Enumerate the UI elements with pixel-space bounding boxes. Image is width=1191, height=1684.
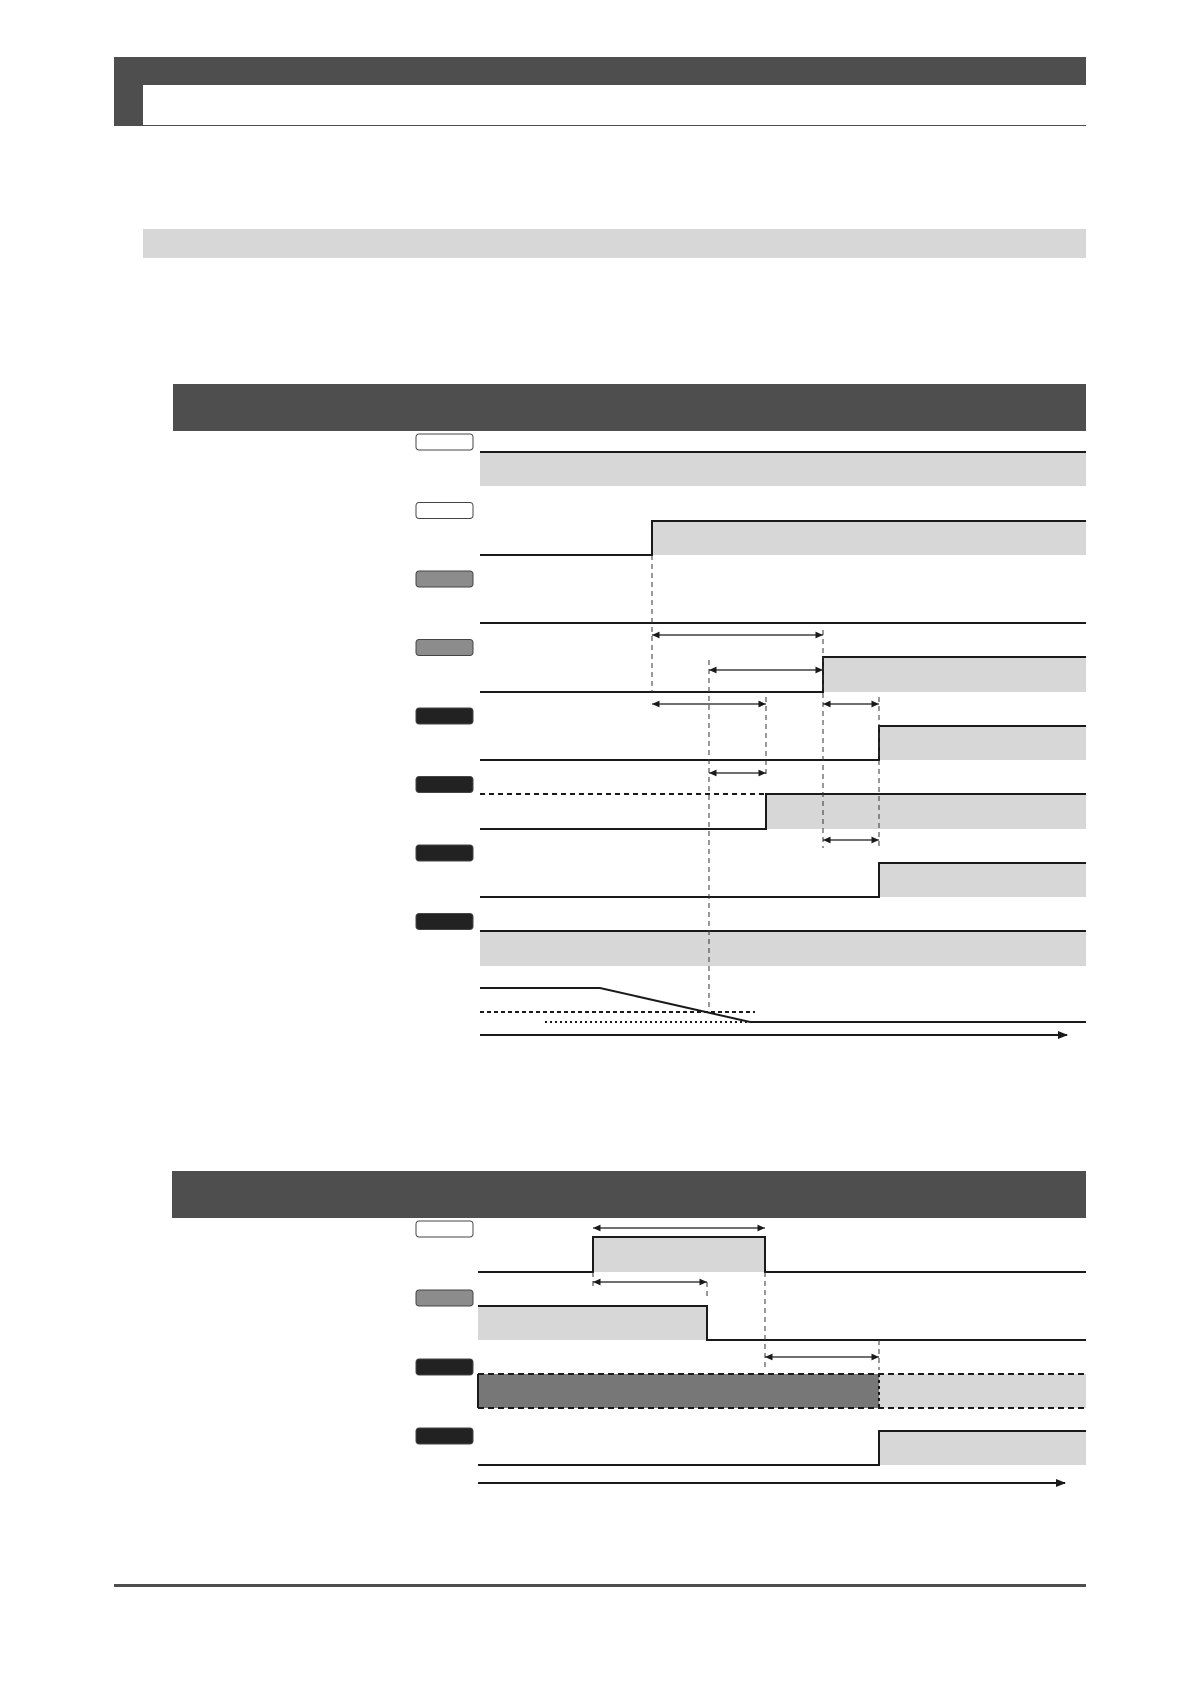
row1-high-band: [480, 452, 1086, 486]
d2-row1-waveform: [478, 1237, 1086, 1272]
footer-rule: [114, 1584, 1086, 1587]
row2-high-band: [652, 521, 1086, 555]
timing-diagram-2: [416, 1221, 1086, 1483]
d2-signal-tag-4: [416, 1428, 473, 1444]
d2-row1-pulse-band: [593, 1237, 765, 1272]
d2-signal-tag-3: [416, 1359, 473, 1375]
signal-tag-5: [416, 708, 473, 724]
d2-row2-high-band: [478, 1306, 707, 1340]
row8-high-band: [480, 931, 1086, 966]
analog-ramp-waveform: [480, 988, 1086, 1022]
d2-signal-tag-2: [416, 1290, 473, 1306]
row4-high-band: [823, 657, 1086, 692]
signal-tag-3: [416, 571, 473, 587]
signal-tag-4: [416, 640, 473, 656]
signal-tag-7: [416, 845, 473, 861]
d2-row4-high-band: [879, 1431, 1086, 1465]
row5-high-band: [879, 726, 1086, 760]
signal-tag-6: [416, 777, 473, 793]
signal-tag-8: [416, 914, 473, 930]
signal-tag-1: [416, 434, 473, 450]
d2-row3-light-band: [879, 1374, 1086, 1408]
d2-signal-tag-1: [416, 1221, 473, 1237]
row7-high-band: [879, 863, 1086, 897]
signal-tag-2: [416, 503, 473, 519]
row6-high-band: [766, 794, 1086, 829]
d2-row3-dark-band: [478, 1374, 879, 1408]
timing-diagram-1: [416, 434, 1086, 1035]
